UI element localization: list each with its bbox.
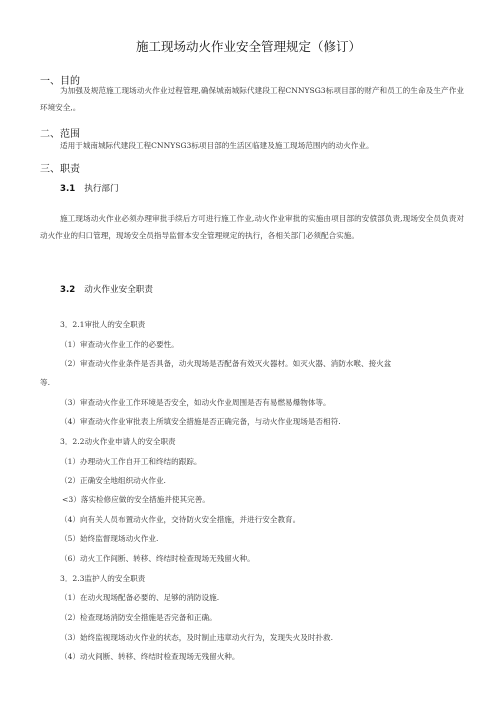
subsection-heading-3-2 [60, 283, 153, 295]
subsection-number: 3.1 [60, 184, 76, 194]
list-item: （2）检查现场消防安全措施是否完备和正确。 [60, 613, 217, 622]
subsection-label: 动火作业安全职责 [84, 285, 153, 295]
list-item: （3）始终监视现场动火作业的状态，及时制止违章动火行为，发现失火及时扑救. [60, 633, 334, 642]
list-item: （3）审查动火作业工作环境是否安全，如动火作业周围是否有易燃易爆物体等。 [60, 398, 331, 407]
list-item: （1）办理动火工作自开工和终结的跟踪。 [60, 457, 202, 466]
list-item: （5）始终监督现场动火作业. [60, 534, 159, 543]
subsection-label: 执行部门 [84, 184, 119, 194]
section-heading-duties: 三、职责 [40, 164, 80, 175]
subsection-body-3-1: 施工现场动火作业必须办理审批手续后方可进行施工作业,动火作业审批的实施由项目部的安偾部负责,现场安全员负责对动火作业的归口管理，现场安全员指导监督本安全管理规定的执行，各相关部门必须配合实施。 [40, 214, 464, 240]
list-item: （6）动火工作间断、转移、终结时检查现场无残留火种。 [60, 554, 255, 563]
subsection-number: 3.2 [60, 285, 76, 295]
list-item: （4）动火间断、转移、终结时检查现场无残留火种。 [60, 652, 240, 661]
list-item: （1）在动火现场配备必要的、足够的消防设施. [60, 593, 220, 602]
list-item-continuation: 等. [40, 378, 51, 387]
list-item: <3）落实检修应做的安全措施并使其完善。 [62, 495, 210, 504]
section-body-purpose: 为加强及规范施工现场动火作业过程管理,确保城南城际代建段工程CNNYSG3标项目部的财产和员工的生命及生产作业环境安全,。 [40, 86, 464, 112]
list-item: （4）向有关人员布置动火作业，交待防火安全措施，并进行安全教育。 [60, 515, 301, 524]
duty-heading-approver: 3．2.1审批人的安全职责 [60, 320, 146, 329]
list-item: （1）审查动火作业工作的必要性。 [60, 340, 179, 349]
section-heading-purpose: 一、目的 [40, 76, 80, 87]
list-item: （2）审查动火作业条件是否具备，动火现场是否配备有效灭火器材。如灭火器、消防水喉、接火盆 [60, 359, 392, 368]
subsection-heading-3-1 [60, 182, 119, 194]
duty-heading-applicant: 3．2.2动火作业申请人的安全职责 [60, 437, 176, 446]
section-body-scope: 适用于城南城际代建段工程CNNYSG3标项目部的生活区临建及施工现场范围内的动火作业。 [60, 141, 374, 150]
list-item: （4）审查动火作业审批表上所填安全措施是否正确完备，与动火作业现场是否相符. [60, 417, 341, 426]
document-title: 施工现场动火作业安全管理规定（修订） [136, 39, 362, 54]
list-item: （2）正确安全地组织动火作业. [60, 476, 166, 485]
duty-heading-guardian: 3．2.3监护人的安全职责 [60, 574, 146, 583]
section-heading-scope: 二、范围 [40, 129, 80, 140]
